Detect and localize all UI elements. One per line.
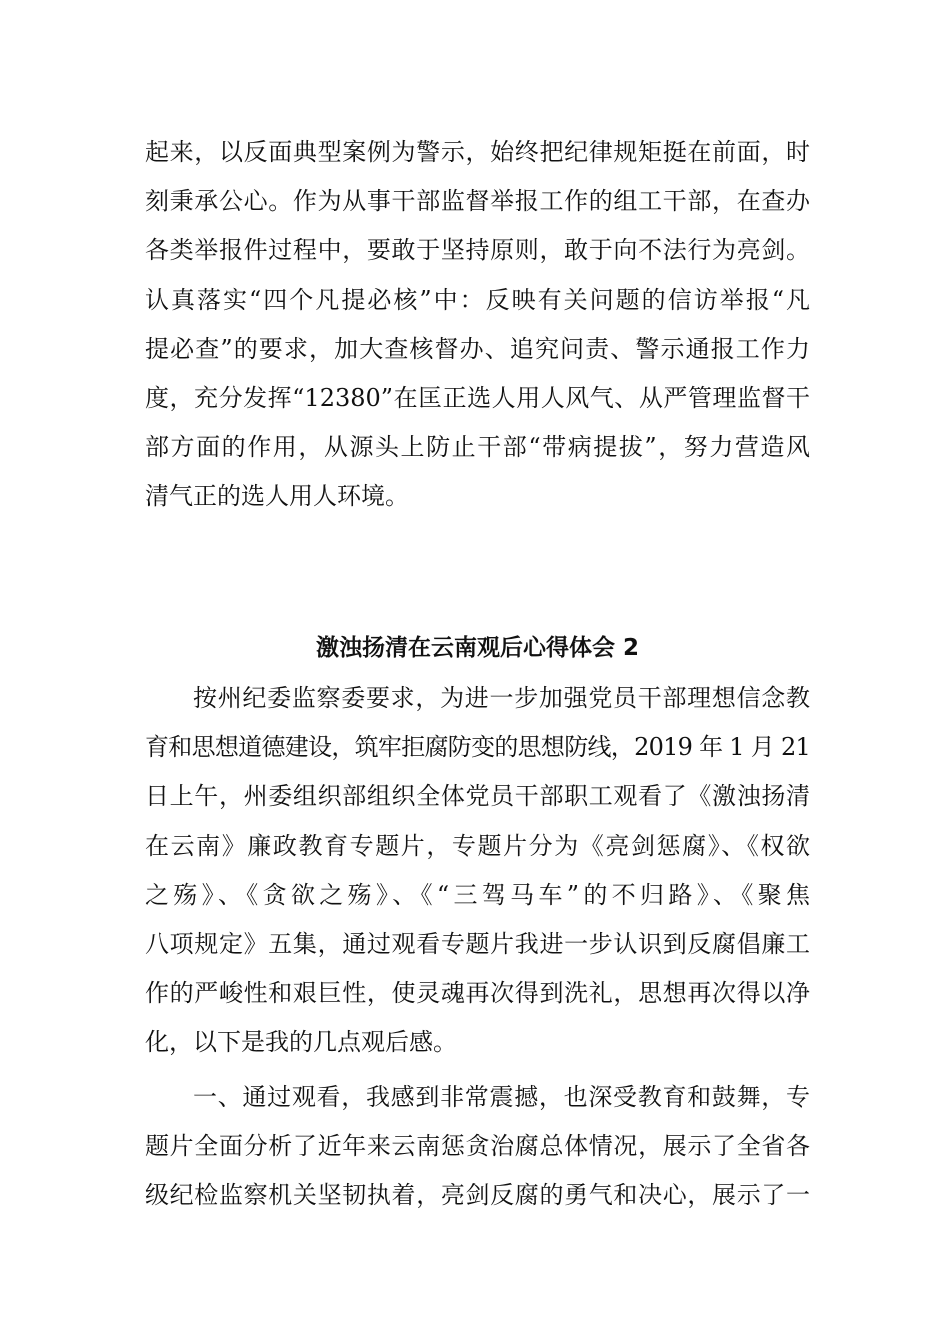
text-line: 各类举报件过程中，要敢于坚持原则，敢于向不法行为亮剑。: [145, 236, 810, 265]
text-line: 清气正的选人用人环境。: [145, 482, 409, 511]
text-line: 部方面的作用，从源头上防止干部“带病提拔”，努力营造风: [145, 433, 810, 462]
text-line: 化，以下是我的几点观后感。: [145, 1028, 457, 1057]
text-line: 在云南》廉政教育专题片，专题片分为《亮剑惩腐》、《权欲: [145, 831, 810, 860]
text-line: 作的严峻性和艰巨性，使灵魂再次得到洗礼，思想再次得以净: [145, 979, 810, 1008]
text-line: 提必查”的要求，加大查核督办、追究问责、警示通报工作力: [145, 334, 810, 363]
paragraph-continuation: [145, 128, 810, 522]
text-line: 之殇》、《贪欲之殇》、《“三驾马车”的不归路》、《聚焦: [145, 880, 810, 909]
text-line: 八项规定》五集，通过观看专题片我进一步认识到反腐倡廉工: [145, 929, 810, 958]
text-line: 度，充分发挥“12380”在匡正选人用人风气、从严管理监督干: [145, 383, 810, 412]
paragraph-point-one: [145, 1073, 810, 1221]
text-line: 按州纪委监察委要求，为进一步加强党员干部理想信念教: [193, 684, 810, 712]
paragraph-intro: [145, 674, 810, 1068]
text-line: 育和思想道德建设，筑牢拒腐防变的思想防线，2019 年 1 月 21: [145, 733, 810, 762]
text-line: 刻秉承公心。作为从事干部监督举报工作的组工干部，在查办: [145, 187, 810, 216]
text-line: 起来，以反面典型案例为警示，始终把纪律规矩挺在前面，时: [145, 138, 810, 166]
section-heading: 激浊扬清在云南观后心得体会 2: [315, 635, 639, 661]
text-line: 题片全面分析了近年来云南惩贪治腐总体情况，展示了全省各: [145, 1132, 810, 1161]
text-line: 认真落实“四个凡提必核”中：反映有关问题的信访举报“凡: [145, 285, 810, 314]
text-line: 级纪检监察机关坚韧执着，亮剑反腐的勇气和决心，展示了一: [145, 1181, 810, 1210]
text-line: 日上午，州委组织部组织全体党员干部职工观看了《激浊扬清: [145, 782, 810, 811]
text-line: 一、通过观看，我感到非常震撼，也深受教育和鼓舞，专: [193, 1083, 810, 1111]
